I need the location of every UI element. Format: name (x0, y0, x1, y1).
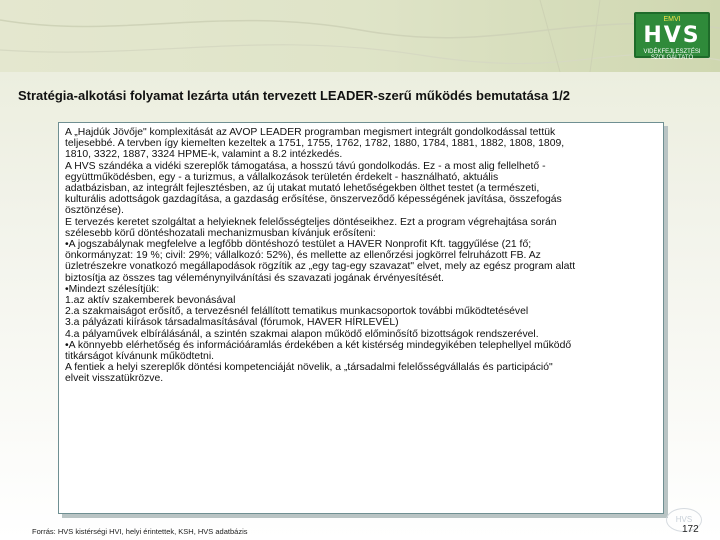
body-line: A HVS szándéka a vidéki szereplők támogatása, a hosszú távú gondolkodás. Ez - a most alig fellelhető - (65, 160, 546, 172)
map-decoration (0, 0, 720, 72)
body-line: elveit visszatükrözve. (65, 373, 164, 385)
body-line: kulturális adottságok gazdagítása, a gazdaság erősítése, önszerveződő képességének javítása, összefogás (65, 194, 562, 206)
body-line: 1810, 3322, 1887, 3324 HPME-k, valamint a 8.2 intézkedés. (65, 149, 343, 161)
body-line: 3.a pályázati kiírások társadalmasításával (fórumok, HAVER HÍRLEVÉL) (65, 317, 399, 329)
source-footer: Forrás: HVS kistérségi HVI, helyi érintettek, KSH, HVS adatbázis (32, 527, 248, 536)
body-line: önkormányzat: 19 %; civil: 29%; vállalkozó: 52%), és mellette az ellenőrzési jogkörrel felruházott FB. Az (65, 250, 541, 262)
page-title: Stratégia-alkotási folyamat lezárta után tervezett LEADER-szerű működés bemutatása 1/2 (18, 88, 570, 103)
content-panel (58, 122, 664, 514)
body-line: teljesebbé. A tervben így kiemelten kezeltek a 1751, 1755, 1762, 1782, 1880, 1784, 1881, 1882, 1808, 1809, (65, 138, 565, 150)
body-line: A „Hajdúk Jövője" komplexitását az AVOP LEADER programban megismert integrált gondolkodással tettük (65, 127, 556, 138)
body-line: A fentiek a helyi szereplők döntési kompetenciáját növelik, a „társadalmi felelősségvállalás és participáció" (65, 362, 553, 374)
watermark-logo: HVS (666, 508, 702, 532)
body-line: •A könnyebb elérhetőség és információáramlás érdekében a két kistérség mindegyikében telephellyel működő (65, 339, 572, 351)
hvs-logo (634, 12, 710, 61)
page-number: 172 (682, 524, 699, 535)
body-line: biztosítja az összes tag véleménynyilvánítási és szavazati jogának érvényesítését. (65, 272, 444, 284)
content-text (65, 127, 659, 385)
body-line: adatbázisban, az integrált fejlesztésben, az új utakat mutató lehetőségekben ölthet testet (a természeti, (65, 183, 540, 195)
body-line: 4.a pályaművek elbírálásánál, a szintén szakmai alapon működő előminősítő bizottságok rendszerével. (65, 328, 539, 340)
logo-eu-text: EMVI (663, 16, 681, 23)
body-line: titkárságot kívánunk működtetni. (65, 351, 215, 363)
body-line: E tervezés keretet szolgáltat a helyieknek felelősségteljes döntéseikhez. Ezt a program végrehajtása során (65, 216, 557, 228)
body-line: 1.az aktív szakemberek bevonásával (65, 295, 236, 307)
body-line: •A jogszabálynak megfelelve a legfőbb döntéshozó testület a HAVER Nonprofit Kft. taggyűlése (21 fő; (65, 239, 532, 251)
logo-main-text: HVS (643, 23, 701, 48)
body-line: 2.a szakmaiságot erősítő, a tervezésnél felállított tematikus munkacsoportok további működtetésével (65, 306, 529, 318)
body-line: üzletrészekre vonatkozó megállapodások rögzítik az „egy tag-egy szavazat" elvet, mely az egész program alatt (65, 261, 576, 273)
body-line: szélesebb körű döntéshozatali mechanizmusban kívánjuk erősíteni: (65, 227, 376, 239)
body-line: együttműködésben, egy - a turizmus, a vállalkozások területén érdekelt - használható, aktuális (65, 171, 499, 183)
body-line: •Mindezt szélesítjük: (65, 283, 160, 295)
logo-subtitle: VIDÉKFEJLESZTÉSI SZOLGÁLTATÓ (643, 49, 701, 61)
body-line: ösztönzése). (65, 205, 124, 217)
